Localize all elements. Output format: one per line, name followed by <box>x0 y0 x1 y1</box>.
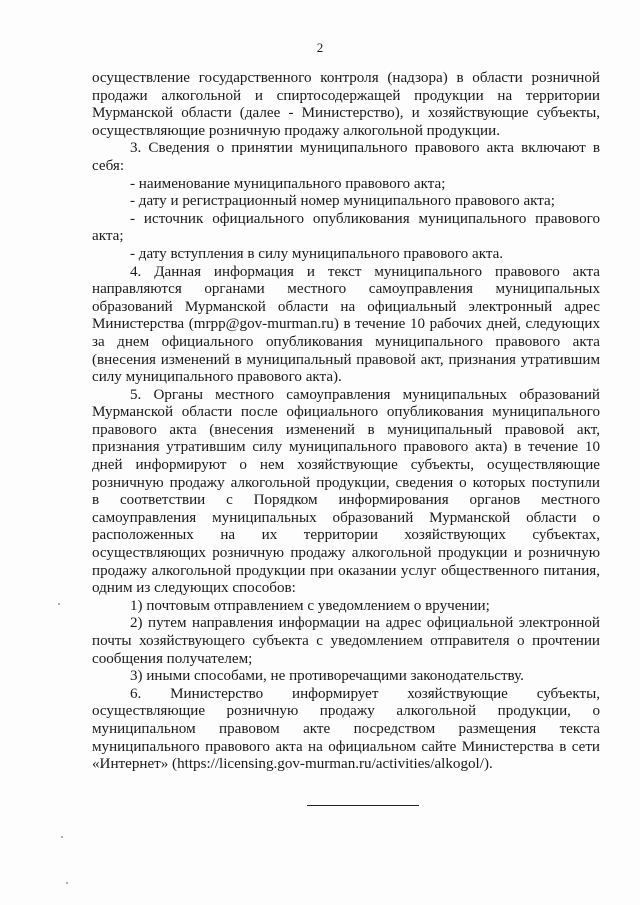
text-line: 2) путем направления информации на адрес официальной электронной <box>130 615 600 632</box>
text-line: осуществление государственного контроля (надзора) в области розничной <box>92 70 600 86</box>
text-line: Мурманской области (далее - Министерство), и хозяйствующие субъекты, <box>92 105 600 122</box>
closing-divider-line <box>307 805 419 806</box>
page-number: 2 <box>316 40 324 55</box>
text-line: силу муниципального правового акта). <box>92 369 342 386</box>
text-line: самоуправления муниципальных образований Мурманской области о <box>92 509 600 526</box>
text-line: - дату вступления в силу муниципального правового акта. <box>130 245 504 262</box>
text-line: за днем официального опубликования муниципального правового акта <box>92 333 600 350</box>
text-line: одним из следующих способов: <box>92 580 296 597</box>
text-line: Мурманской области после официального опубликования муниципального <box>92 404 600 421</box>
text-line: розничную продажу алкогольной продукции, сведения о которых поступили <box>92 474 600 491</box>
document-body <box>92 70 600 774</box>
text-line: 5. Органы местного самоуправления муниципальных образований <box>130 386 600 403</box>
text-line: Министерства (mrpp@gov-murman.ru) в течение 10 рабочих дней, следующих <box>92 316 600 333</box>
text-line: (внесения изменений в муниципальный правовой акт, признания утратившим <box>92 351 600 368</box>
text-line: - дату и регистрационный номер муниципального правового акта; <box>130 193 555 210</box>
text-line: продажу алкогольной продукции при оказании услуг общественного питания, <box>92 562 600 579</box>
text-line: осуществляющих розничную продажу алкогольной продукции и розничную <box>92 545 600 562</box>
text-line: образований Мурманской области на официальный электронный адрес <box>92 298 600 315</box>
text-line: направляются органами местного самоуправления муниципальных <box>92 281 600 298</box>
scan-speck <box>58 603 60 605</box>
text-line: «Интернет» (https://licensing.gov-murman.ru/activities/alkogol/). <box>92 756 493 773</box>
text-line: осуществляющие розничную продажу алкогольной продукции. <box>92 122 500 139</box>
text-line: расположенных на их территории хозяйствующих субъектах, <box>92 527 600 544</box>
text-line: 6. Министерство информирует хозяйствующие субъекты, <box>130 685 600 702</box>
text-line: осуществляющие розничную продажу алкогольной продукции, о <box>92 703 600 720</box>
text-line: в соответствии с Порядком информирования органов местного <box>92 492 600 509</box>
text-line: 3. Сведения о принятии муниципального правового акта включают в <box>130 140 600 157</box>
text-line: продажи алкогольной и спиртосодержащей продукции на территории <box>92 87 600 104</box>
text-line: муниципальном правовом акте посредством размещения текста <box>92 720 600 737</box>
text-line: - наименование муниципального правового акта; <box>130 175 446 192</box>
text-line: почты хозяйствующего субъекта с уведомлением отправителя о прочтении <box>92 633 600 649</box>
text-line: признания утратившим силу муниципального правового акта) в течение 10 <box>92 439 600 456</box>
text-line: 3) иными способами, не противоречащими законодательству. <box>130 668 524 685</box>
text-line: акта; <box>92 228 124 245</box>
text-line: муниципального правового акта на официальном сайте Министерства в сети <box>92 738 600 755</box>
scan-speck <box>61 836 63 838</box>
scan-speck <box>66 882 68 884</box>
text-line: - источник официального опубликования муниципального правового <box>130 210 600 227</box>
text-line: 4. Данная информация и текст муниципального правового акта <box>130 263 600 280</box>
text-line: дней информируют о нем хозяйствующие субъекты, осуществляющие <box>92 457 600 474</box>
text-line: правового акта (внесения изменений в муниципальный правовой акт, <box>92 421 600 438</box>
text-line: 1) почтовым отправлением с уведомлением о вручении; <box>130 597 490 614</box>
text-line: сообщения получателем; <box>92 650 253 667</box>
text-line: себя: <box>92 157 125 174</box>
